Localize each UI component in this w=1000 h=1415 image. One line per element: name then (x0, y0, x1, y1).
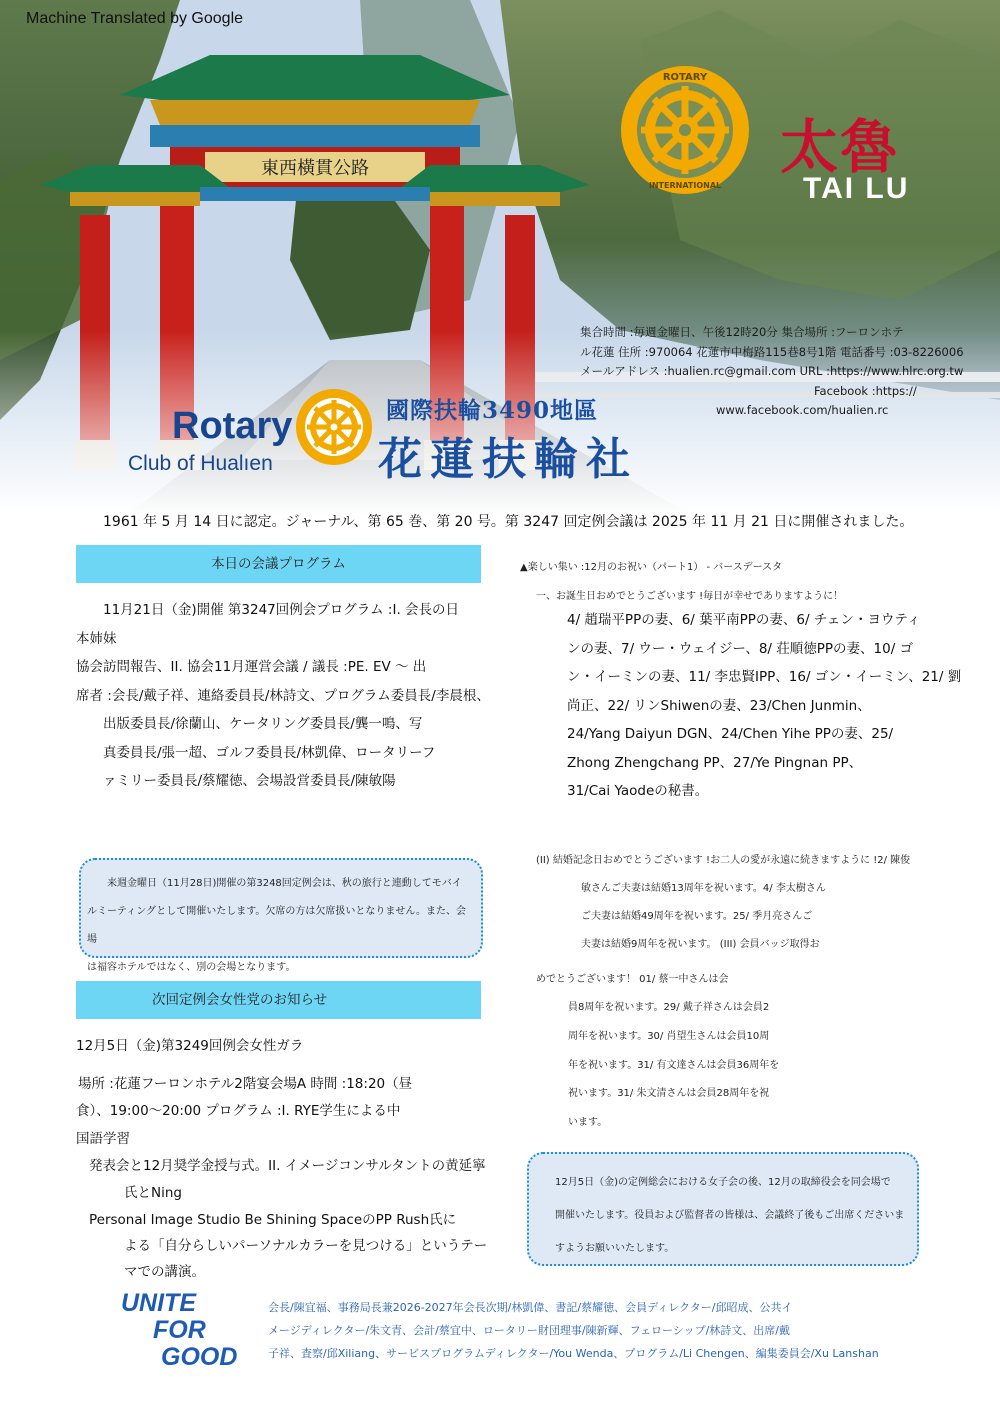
officers-line: 会長/陳宜福、事務局長兼2026-2027年会長次期/林凱偉、書記/蔡耀徳、会員ディレクター/邱昭成、公共イ (268, 1301, 793, 1314)
gala-line: 発表会と12月奨学金授与式。II. イメージコンサルタントの黄延寧 (89, 1158, 486, 1174)
anniversary-line: 員8周年を祝います。29/ 戴子祥さんは会員2 (568, 1002, 770, 1013)
gala-line: よる「自分らしいパーソナルカラーを見つける」というテー (124, 1238, 488, 1254)
program-line: ァミリー委員長/蔡耀徳、会場設営委員長/陳敏陽 (76, 773, 396, 789)
program-line: 真委員長/張一超、ゴルフ委員長/林凱偉、ロータリーフ (76, 744, 436, 761)
gala-heading-text: 次回定例会女性党のお知らせ (152, 992, 328, 1008)
birthday-line: 24/Yang Daiyun DGN、24/Chen Yihe PPの妻、25/ (567, 726, 894, 742)
meeting-contact-info (580, 323, 980, 421)
birthday-line: Zhong Zhengchang PP、27/Ye Pingnan PP、 (567, 754, 863, 771)
slogan-word: FOR (153, 1316, 206, 1344)
contact-email-url[interactable]: メールアドレス :hualien.rc@gmail.com URL :https://www.hlrc.org.tw (580, 364, 964, 378)
unite-for-good-logo (121, 1289, 238, 1371)
emblem-top-text: ROTARY (662, 72, 708, 83)
birthday-line: 31/Cai Yaodeの秘書。 (567, 783, 709, 799)
anniversary-line: 周年を祝います。30/ 肖望生さんは会員10周 (568, 1031, 770, 1042)
officers-line: 子祥、査察/邱Xiliang、サービスプログラムディレクター/You Wenda、プログラム/Li Chengen、編集委員会/Xu Lanshan (268, 1347, 879, 1360)
gate-plaque-text: 東西橫貫公路 (261, 158, 369, 179)
birthday-line: ンの妻、7/ ウー・ウェイジー、8/ 荘順徳PPの妻、10/ ゴ (567, 640, 914, 657)
birthday-line: 4/ 趙瑞平PPの妻、6/ 葉平南PPの妻、6/ チェン・ヨウティ (567, 612, 921, 628)
district-name: 國際扶輪3490地區 (386, 397, 599, 424)
rotary-logo-word: Rotary (172, 405, 293, 447)
anniversary-line: ご夫妻は結婚49周年を祝います。25/ 季月亮さんご (581, 911, 813, 922)
birthday-line: 尚正、22/ リンShiwenの妻、23/Chen Junmin、 (567, 697, 871, 714)
anniversary-line: めでとうございます！ 01/ 蔡一中さんは会 (536, 974, 729, 985)
anniversary-line: います。 (568, 1117, 608, 1128)
club-name-cjk: 花蓮扶輪社 (378, 434, 638, 485)
gala-line: 氏とNing (124, 1185, 182, 1201)
anniversary-line: 敏さんご夫妻は結婚13周年を祝います。4/ 李太樹さん (581, 883, 826, 894)
gala-line: 12月5日（金)第3249回例会女性ガラ (76, 1038, 304, 1054)
program-line: 11月21日（金)開催 第3247回例会プログラム :I. 会長の日 (76, 602, 460, 618)
slogan-word: UNITE (121, 1289, 196, 1317)
tailu-title-latin: TAI LU (803, 172, 910, 205)
mobile-meeting-notice-box (79, 858, 483, 973)
notice-line: 来週金曜日（11月28日)開催の第3248回定例会は、秋の旅行と連動してモバイ (87, 878, 462, 889)
anniversary-line: (II) 結婚記念日おめでとうございます !お二人の愛が永遠に続きますように !2/ 陳俊 (536, 855, 911, 866)
contact-facebook-url[interactable]: www.facebook.com/hualien.rc (716, 403, 889, 417)
club-rotary-wheel-icon (296, 389, 372, 465)
program-line: 席者 :会長/戴子祥、連絡委員長/林詩文、プログラム委員長/李晨根、 (76, 687, 490, 704)
officers-list (268, 1296, 888, 1365)
birthday-list (567, 606, 962, 806)
club-name-english: Club of Hualıen (128, 452, 273, 475)
officers-line: メージディレクター/朱文青、会計/蔡宜中、ロータリー財団理事/陳新輝、フェローシップ/林詩文、出席/戴 (268, 1324, 790, 1337)
tailu-title-cjk: 太魯 (780, 113, 901, 181)
contact-line: ル花蓮 住所 :970064 花蓮市中梅路115巷8号1階 電話番号 :03-8226006 (580, 344, 964, 359)
contact-line: 集合時間 :毎週金曜日、午後12時20分 集合場所 :フーロンホテ (580, 325, 904, 339)
rotary-wheel-icon (621, 66, 749, 194)
translation-note: Machine Translated by Google (26, 10, 244, 27)
header-banner (0, 0, 1000, 515)
council-line: 12月5日（金)の定例総会における女子会の後、12月の取締役会を同会場で (555, 1177, 891, 1188)
gala-line: マでの講演。 (124, 1264, 205, 1280)
anniversary-line: 祝います。31/ 朱文清さんは会員28周年を祝 (568, 1088, 770, 1099)
section-heading-program: 本日の会議プログラム (76, 545, 481, 583)
gala-line: 食）、19:00～20:00 プログラム :I. RYE学生による中 (76, 1103, 401, 1119)
anniversary-line: 夫妻は結婚9周年を祝います。 (III) 会員バッジ取得お (581, 939, 820, 950)
program-line: 協会訪問報告、II. 協会11月運営会議 / 議長 :PE. EV ～ 出 (76, 659, 427, 675)
notice-line: ルミーティングとして開催いたします。欠席の方は欠席扱いとなりません。また、会場 (87, 906, 466, 945)
journal-intro: 1961 年 5 月 14 日に認定。ジャーナル、第 65 巻、第 20 号。第 3247 回定例会議は 2025 年 11 月 21 日に開催されました。 (103, 514, 914, 530)
notice-line: は福容ホテルではなく、別の会場となります。 (87, 962, 296, 973)
board-meeting-notice-box (527, 1152, 919, 1266)
emblem-bottom-text: INTERNATIONAL (648, 181, 722, 190)
program-line: 本姉妹 (76, 630, 117, 647)
section-heading-gala (76, 981, 481, 1019)
slogan-word: GOOD (161, 1343, 238, 1371)
gala-line: 国語学習 (76, 1131, 130, 1147)
council-line: すようお願いいたします。 (555, 1243, 675, 1254)
program-line: 出版委員長/徐蘭山、ケータリング委員長/龔一鳴、写 (76, 716, 423, 732)
council-line: 開催いたします。役員および監督者の皆様は、会議終了後もご出席くださいま (555, 1210, 905, 1221)
birthday-line: ン・イーミンの妻、11/ 李忠賢IPP、16/ ゴン・イーミン、21/ 劉 (567, 669, 962, 685)
gala-line: Personal Image Studio Be Shining SpaceのPP Rush氏に (89, 1212, 457, 1228)
gala-line: 場所 :花蓮フーロンホテル2階宴会場A 時間 :18:20（昼 (78, 1076, 413, 1092)
contact-facebook[interactable]: Facebook :https:// (814, 383, 917, 398)
birthday-subheading: 一、お誕生日おめでとうございます !毎日が幸せでありますように！ (536, 591, 844, 602)
anniversary-line: 年を祝います。31/ 有文達さんは会員36周年を (568, 1060, 780, 1071)
program-text (76, 596, 490, 796)
birthday-section-heading: ▲楽しい集い :12月のお祝い（パート1） - バースデースタ (520, 562, 783, 573)
